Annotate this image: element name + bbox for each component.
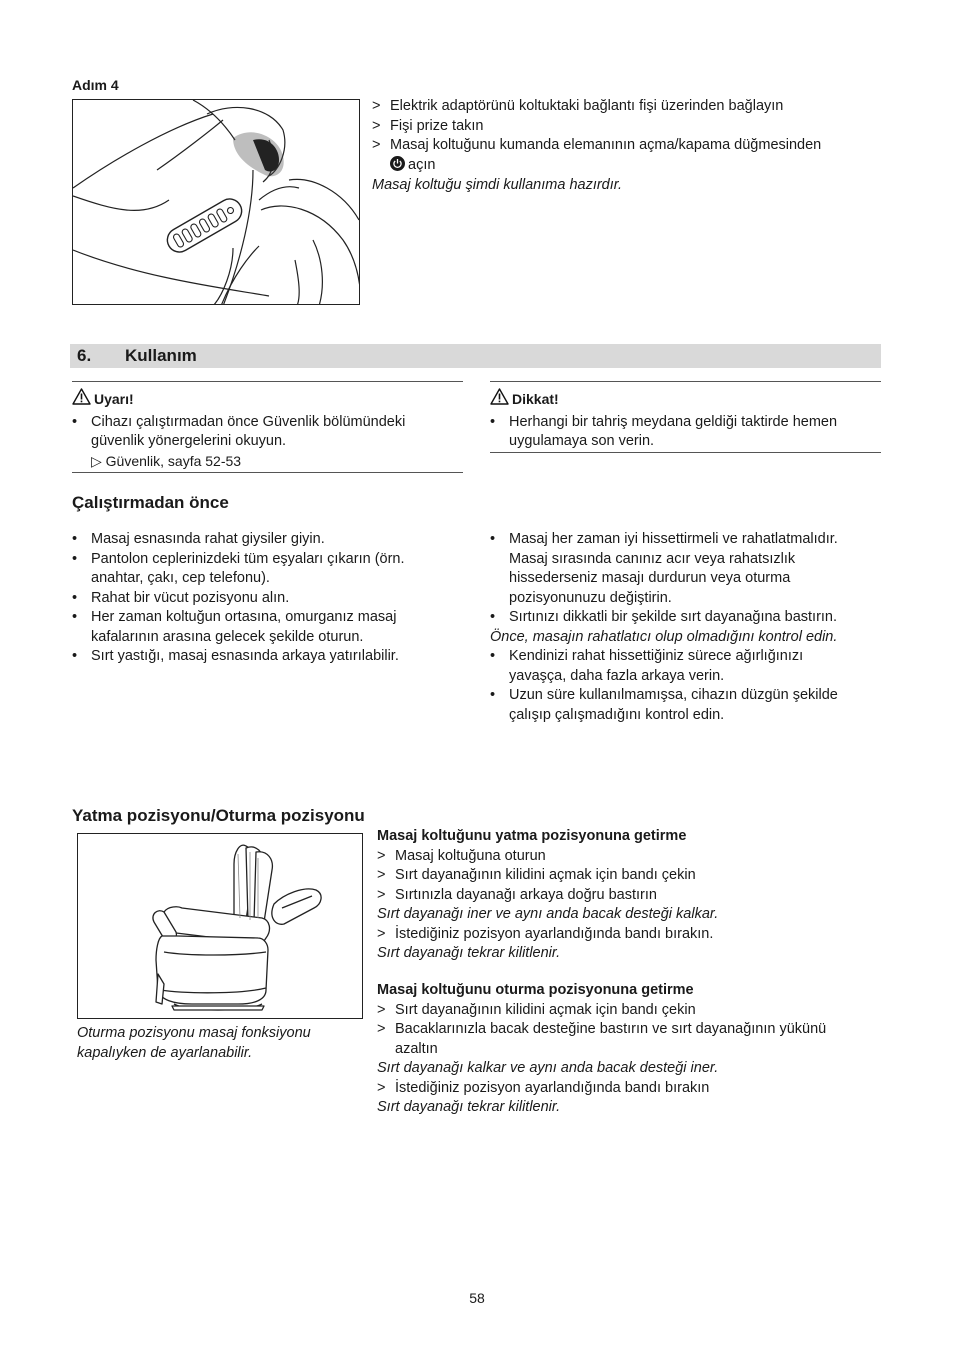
sit-instructions: Masaj koltuğunu oturma pozisyonuna getirme > Sırt dayanağının kilidini açmak için bandı çekin > Bacaklarınızla bacak desteğine bastırın ve sırt dayanağının yükünü azaltın Sırt dayanağı kalkar ve aynı anda bacak desteği iner. > İstediğiniz pozisyon ayarlandığında bandı bırakın Sırt dayanağı tekrar kilitlenir. (377, 981, 887, 1118)
recliner-chair-illustration (77, 833, 363, 1019)
remote-control-illustration (72, 99, 360, 305)
sit-note: Sırt dayanağı kalkar ve aynı anda bacak desteği iner. (377, 1060, 719, 1076)
list-item: • Rahat bir vücut pozisyonu alın. (72, 589, 290, 606)
sit-step: > Bacaklarınızla bacak desteğine bastırın ve sırt dayanağının yükünü (377, 1021, 827, 1037)
section-number: 6. (77, 346, 92, 365)
positions-caption: Oturma pozisyonu masaj fonksiyonu kapalıyken de ayarlanabilir. (77, 1025, 311, 1061)
warning-triangle-icon (72, 388, 94, 412)
warning-line: güvenlik yönergelerini okuyun. (91, 433, 287, 449)
sit-step: > Sırt dayanağının kilidini açmak için bandı çekin (377, 1001, 696, 1018)
step4-item: > Fişi prize takın (372, 117, 484, 134)
list-item: • Masaj esnasında rahat giysiler giyin. (72, 531, 325, 547)
step4-item: > Masaj koltuğunu kumanda elemanının açma/kapama düğmesinden (372, 137, 822, 153)
sit-note: Sırt dayanağı tekrar kilitlenir. (377, 1099, 561, 1115)
recline-step: > Sırt dayanağının kilidini açmak için bandı çekin (377, 867, 696, 883)
recline-note: Sırt dayanağı iner ve aynı anda bacak desteği kalkar. (377, 906, 719, 922)
positions-heading: Yatma pozisyonu/Oturma pozisyonu (72, 806, 365, 825)
section-title: Kullanım (125, 346, 197, 365)
caution-triangle-icon (490, 388, 512, 412)
sit-title: Masaj koltuğunu oturma pozisyonuna getirme (377, 982, 694, 998)
list-item: • Sırtınızı dikkatli bir şekilde sırt dayanağına bastırın. (490, 609, 838, 625)
recline-title: Masaj koltuğunu yatma pozisyonuna getirme (377, 828, 687, 844)
step4-item: açın (372, 156, 892, 176)
recline-step: > Masaj koltuğuna oturun (377, 847, 546, 864)
recline-step: > İstediğiniz pozisyon ayarlandığında bandı bırakın. (377, 925, 714, 942)
before-use-heading: Çalıştırmadan önce (72, 493, 229, 512)
list-item: • Her zaman koltuğun ortasına, omurganız masaj (72, 609, 397, 625)
caution-line: Herhangi bir tahriş meydana geldiği taktirde hemen (509, 413, 838, 430)
list-item: • Uzun süre kullanılmamışsa, cihazın düzgün şekilde (490, 687, 838, 703)
list-item: • Kendinizi rahat hissettiğiniz sürece ağırlığınızı (490, 648, 804, 664)
step4-item: > Elektrik adaptörünü koltuktaki bağlantı fişi üzerinden bağlayın (372, 98, 784, 114)
section-header (70, 344, 881, 368)
caution-top-rule (490, 381, 881, 382)
list-item: • Pantolon ceplerinizdeki tüm eşyaları çıkarın (örn. (72, 550, 405, 567)
before-use-right-list: • Masaj her zaman iyi hissettirmeli ve rahatlatmalıdır. Masaj sırasında canınız acır veya rahatsızlık hissederseniz masajı durdurun veya oturma pozisyonunuzu değiştirin. • Sırtınızı dikkatli bir şekilde sırt dayanağına bastırın. Önce, masajın rahatlatıcı olup olmadığını kontrol edin. • Kendinizi rahat hissettiğiniz sürece ağırlığınızı yavaşça, daha fazla arkaya verin. • Uzun süre kullanılmamışsa, cihazın düzgün şekilde çalışıp çalışmadığını kontrol edin. (490, 530, 890, 725)
recline-step: > Sırtınızla dayanağı arkaya doğru bastırın (377, 886, 657, 903)
page-number: 58 (469, 1290, 485, 1306)
caution-bottom-rule (490, 452, 881, 453)
step4-result: Masaj koltuğu şimdi kullanıma hazırdır. (372, 177, 623, 193)
recline-note: Sırt dayanağı tekrar kilitlenir. (377, 945, 561, 961)
warning-bottom-rule (72, 472, 463, 473)
caution-title: Dikkat! (512, 391, 559, 407)
power-button-icon (390, 156, 405, 171)
step4-label: Adım 4 (72, 77, 119, 93)
step4-instructions (372, 97, 892, 196)
caution-line: uygulamaya son verin. (509, 433, 655, 449)
recline-instructions (377, 827, 887, 964)
warning-title: Uyarı! (94, 391, 134, 407)
warning-line: Cihazı çalıştırmadan önce Güvenlik bölümündeki (91, 413, 406, 430)
caution-box: Dikkat! • Herhangi bir tahriş meydana geldiği taktirde hemen uygulamaya son verin. (490, 388, 881, 452)
before-use-left-list: • Masaj esnasında rahat giysiler giyin. • Pantolon ceplerinizdeki tüm eşyaları çıkarın (örn. anahtar, çakı, cep telefonu). • Rahat bir vücut pozisyonu alın. • Her zaman koltuğun ortasına, omurganız masaj kafalarının arasına gelecek şekilde oturun. • Sırt yastığı, masaj esnasında arkaya yatırılabilir. (72, 530, 463, 667)
list-item: • Masaj her zaman iyi hissettirmeli ve rahatlatmalıdır. (490, 531, 838, 547)
sit-step: > İstediğiniz pozisyon ayarlandığında bandı bırakın (377, 1079, 710, 1096)
warning-top-rule (72, 381, 463, 382)
warning-box: Uyarı! • Cihazı çalıştırmadan önce Güvenlik bölümündeki güvenlik yönergelerini okuyun. ▷ Güvenlik, sayfa 52-53 (72, 388, 463, 471)
list-item: • Sırt yastığı, masaj esnasında arkaya yatırılabilir. (72, 648, 399, 664)
warning-reference: ▷ Güvenlik, sayfa 52-53 (91, 452, 242, 469)
list-note: Önce, masajın rahatlatıcı olup olmadığını kontrol edin. (490, 628, 838, 645)
